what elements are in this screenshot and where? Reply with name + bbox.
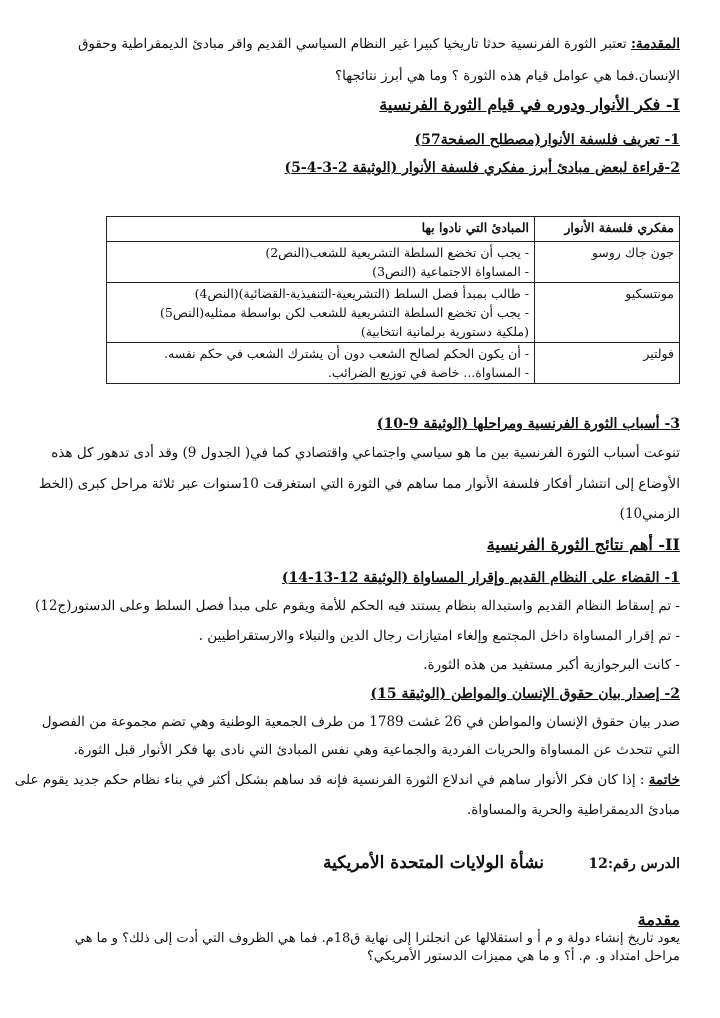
intro-line-1 [40, 34, 680, 54]
lesson-title: نشأة الولايات المتحدة الأمريكية [323, 853, 544, 873]
section-2-sub-1: 1- القضاء على النظام القديم وإقرار المساواة (الوثيقة 12-13-14) [281, 570, 680, 586]
principle-item: - المساواة الاجتماعية (النص3) [372, 264, 529, 279]
section-1-sub-2: 2-قراءة لبعض مبادئ أبرز مفكري فلسفة الأنوار (الوثيقة 2-3-4-5) [284, 160, 680, 176]
thinker-principles [107, 283, 535, 343]
causes-line-3: الزمني10) [619, 506, 680, 522]
principle-item: - يجب أن تخضع السلطة التشريعية للشعب(النص2) [265, 245, 529, 260]
principle-item: - طالب بمبدأ فصل السلط (التشريعية-التنفيذية-القضائية)(النص4) [194, 286, 529, 301]
causes-line-2: الأوضاع إلى انتشار أفكار فلسفة الأنوار مما ساهم في الثورة التي استغرقت 10سنوات عبر ثلاثة مراحل كبرى (الخط [38, 476, 680, 492]
conclusion-line-2: مبادئ الديمقراطية والحرية والمساواة. [467, 802, 680, 818]
result-bullet: - كانت البرجوازية أكبر مستفيد من هذه الثورة. [423, 657, 680, 673]
table-row [107, 242, 680, 283]
thinker-name: فولتير [535, 343, 680, 384]
section-2-sub-2: 2- إصدار بيان حقوق الإنسان والمواطن (الوثيقة 15) [370, 686, 680, 702]
lesson-number: الدرس رقم:12 [588, 856, 680, 872]
table-header-row [107, 217, 680, 242]
result-bullet: - تم إقرار المساواة داخل المجتمع وإلغاء امتيازات رجال الدين والنبلاء والارستقراطيين . [198, 628, 680, 644]
causes-line-1: تنوعت أسباب الثورة الفرنسية بين ما هو سياسي واجتماعي واقتصادي كما في( الجدول 9) وقد أدى تدهور كل هذه [51, 445, 680, 461]
intro-text-1: تعتبر الثورة الفرنسية حدثا تاريخيا كبيرا غير النظام السياسي القديم واقر مبادئ الديمقراطية وحقوق [77, 36, 627, 52]
lesson-intro-label: مقدمة [637, 910, 680, 929]
conclusion-line-1 [14, 770, 680, 790]
principle-item: - يجب أن تخضع السلطة التشريعية للشعب لكن بواسطة ممثليه(النص5) [160, 305, 529, 320]
thinker-principles [107, 242, 535, 283]
enlightenment-thinkers-table [106, 216, 680, 384]
conclusion-text-1: : إذا كان فكر الأنوار ساهم في اندلاع الثورة الفرنسية فإنه قد ساهم بشكل أكثر في بناء نظام حكم جديد يقوم على [14, 772, 649, 788]
lesson-intro-line-2: مراحل امتداد و. م. أ؟ و ما هي مميزات الدستور الأمريكي؟ [367, 949, 680, 964]
thinker-principles [107, 343, 535, 384]
table-header-thinkers: مفكري فلسفة الأنوار [535, 217, 680, 242]
lesson-intro-line-1: يعود تاريخ إنشاء دولة و م أ و استقلالها عن انجلترا إلى نهاية ق18م. فما هي الظروف التي أدت إلى ذلك؟ و ما هي [74, 931, 680, 946]
thinker-name: جون جاك روسو [535, 242, 680, 283]
principle-item: - المساواة... خاصة في توزيع الضرائب. [327, 365, 529, 380]
section-1-title: I- فكر الأنوار ودوره في قيام الثورة الفرنسية [379, 95, 680, 114]
table-header-principles: المبادئ التي نادوا بها [107, 217, 535, 242]
declaration-line-1: صدر بيان حقوق الإنسان والمواطن في 26 غشت 1789 من طرف الجمعية الوطنية وهي تضم مجموعة من الفصول [41, 714, 680, 730]
section-2-title: II- أهم نتائج الثورة الفرنسية [486, 535, 680, 554]
table-row [107, 283, 680, 343]
principle-item: (ملكية دستورية برلمانية انتخابية) [360, 324, 529, 339]
intro-label: المقدمة: [630, 36, 680, 52]
conclusion-label: خاتمة [648, 772, 680, 788]
section-1-sub-3: 3- أسباب الثورة الفرنسية ومراحلها (الوثيقة 9-10) [376, 416, 680, 432]
principle-item: - أن يكون الحكم لصالح الشعب دون أن يشترك الشعب في حكم نفسه. [164, 346, 529, 361]
section-1-sub-1: 1- تعريف فلسفة الأنوار(مصطلح الصفحة57) [414, 132, 680, 148]
intro-line-2: الإنسان.فما هي عوامل قيام هذه الثورة ؟ وما هي أبرز نتائجها؟ [334, 68, 680, 84]
thinker-name: مونتسكيو [535, 283, 680, 343]
declaration-line-2: التي تتحدث عن المساواة والحريات الفردية والجماعية وهي نفس المبادئ التي نادى بها فكر الأنوار قبل الثورة. [73, 742, 680, 758]
result-bullet: - تم إسقاط النظام القديم واستبداله بنظام يستند فيه الحكم للأمة ويقوم على مبدأ فصل السلط وعلى الدستور(ج12) [34, 598, 680, 614]
table-row [107, 343, 680, 384]
